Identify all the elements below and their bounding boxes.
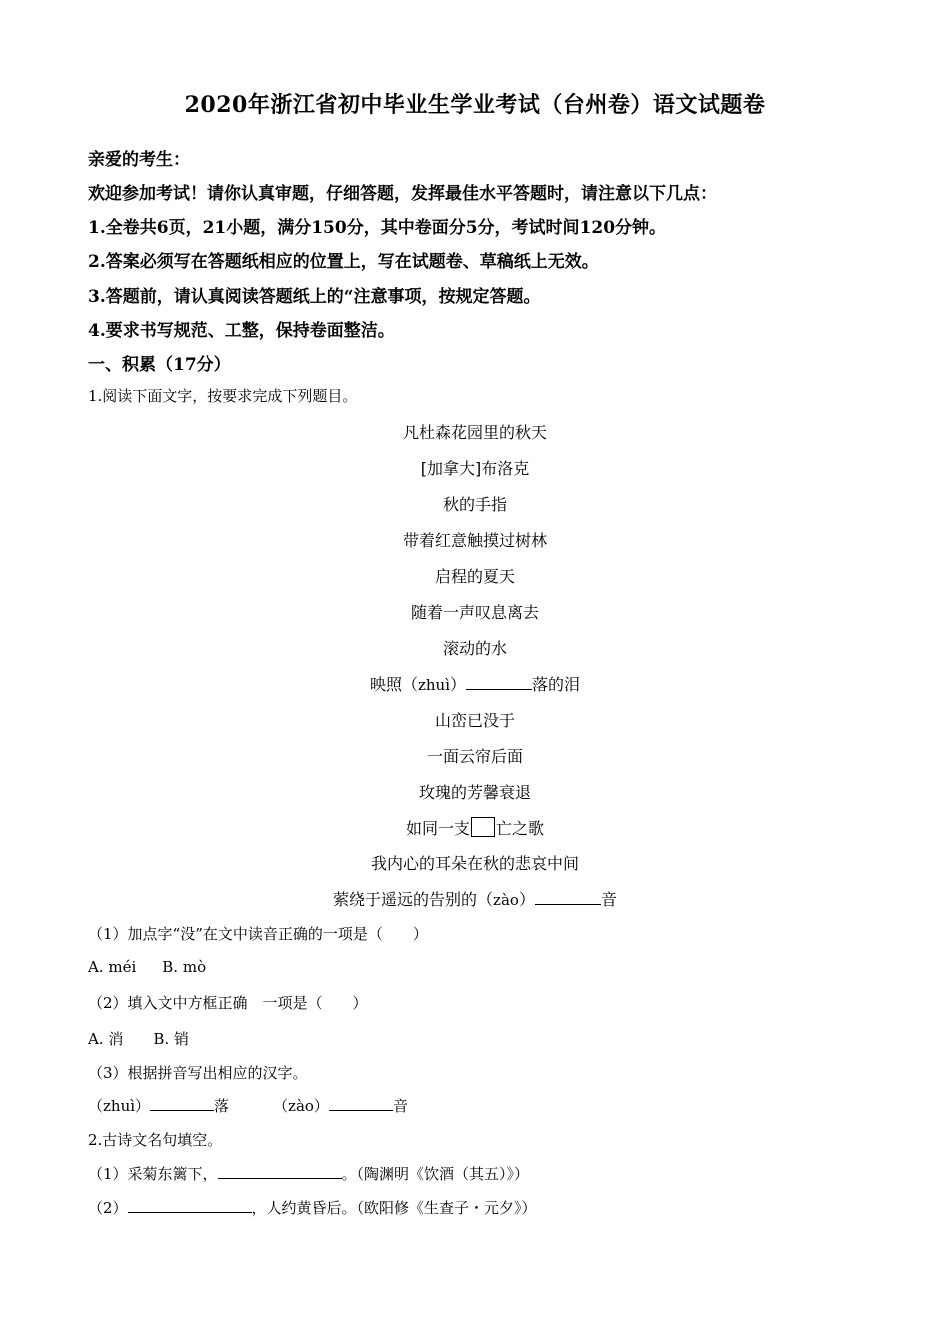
poem-text: 落的泪	[532, 675, 581, 694]
poem-line: 滚动的水	[442, 639, 507, 658]
option-a[interactable]: A. méi	[88, 958, 137, 976]
poem-line: 随着一声叹息离去	[410, 603, 539, 622]
poem-text: 映照（	[369, 675, 418, 694]
option-b[interactable]: B. 销	[153, 1030, 189, 1048]
sub-question-1-options	[88, 958, 206, 976]
note-4: 4.要求书写规范、工整，保持卷面整洁。	[88, 321, 395, 341]
poem-line: 我内心的耳朵在秋的悲哀中间	[370, 854, 579, 873]
poem-line: 一面云帘后面	[426, 747, 523, 766]
sub-question-3: （3）根据拼音写出相应的汉字。	[88, 1064, 308, 1082]
exam-title: 2020年浙江省初中毕业生学业考试（台州卷）语文试题卷	[184, 92, 766, 118]
answer-blank[interactable]	[466, 675, 532, 690]
item-text: ，人约黄昏后。（欧阳修《生查子・元夕》）	[251, 1199, 537, 1217]
section-heading: 一、积累（17分）	[88, 355, 231, 375]
answer-blank[interactable]	[218, 1164, 342, 1179]
item-text: （2）	[88, 1199, 128, 1217]
item-text: （1）采菊东篱下，	[88, 1165, 218, 1183]
question-2-item-2	[88, 1197, 537, 1218]
poem-author: [加拿大]布洛克	[420, 459, 530, 478]
poem-text: 亡之歌	[496, 819, 545, 838]
item-text: 。（陶渊明《饮酒（其五）》）	[341, 1165, 530, 1183]
sub-question-2-options	[88, 1028, 189, 1049]
poem-text: 萦绕于遥远的告别的（	[333, 890, 494, 909]
answer-blank[interactable]	[535, 890, 601, 905]
welcome-text: 欢迎参加考试！请你认真审题，仔细答题，发挥最佳水平答题时，请注意以下几点：	[88, 184, 717, 204]
poem-line-zao	[0, 887, 950, 910]
question-2-stem: 2.古诗文名句填空。	[88, 1131, 223, 1149]
note-3: 3.答题前，请认真阅读答题纸上的“注意事项，按规定答题。	[88, 287, 541, 307]
pinyin-zao: zào	[493, 891, 519, 909]
note-1: 1.全卷共6页，21小题，满分150分，其中卷面分5分，考试时间120分钟。	[88, 218, 667, 238]
poem-text: 如同一支	[405, 819, 470, 838]
answer-blank[interactable]	[329, 1096, 393, 1111]
pinyin-label: （zhuì）	[88, 1097, 151, 1115]
sub-question-3-blanks	[88, 1095, 408, 1116]
sub-question-2: （2）填入文中方框正确 一项是（ ）	[88, 994, 368, 1012]
poem-line-box	[0, 816, 950, 839]
poem-line: 秋的手指	[442, 495, 507, 514]
poem-title: 凡杜森花园里的秋天	[402, 423, 547, 442]
poem-text: ）	[450, 675, 467, 694]
poem-text: ）	[518, 890, 535, 909]
note-2: 2.答案必须写在答题纸相应的位置上，写在试题卷、草稿纸上无效。	[88, 252, 599, 272]
answer-blank[interactable]	[128, 1198, 252, 1213]
pinyin-label: （zào）	[273, 1097, 329, 1115]
option-b[interactable]: B. mò	[162, 958, 207, 976]
option-a[interactable]: A. 消	[88, 1030, 124, 1048]
poem-text: 音	[600, 890, 617, 909]
answer-blank[interactable]	[150, 1096, 214, 1111]
poem-line: 玫瑰的芳馨衰退	[418, 783, 531, 802]
question-1-stem: 1.阅读下面文字，按要求完成下列题目。	[88, 387, 358, 405]
poem-line: 带着红意触摸过树林	[402, 531, 547, 550]
question-2-item-1	[88, 1163, 529, 1184]
poem-line: 山峦已没于	[434, 711, 515, 730]
pinyin-zhui: zhuì	[417, 676, 450, 694]
answer-suffix: 落	[214, 1097, 230, 1115]
fill-in-box[interactable]	[471, 817, 495, 837]
poem-line-zhui	[0, 672, 950, 695]
answer-suffix: 音	[392, 1097, 408, 1115]
greeting: 亲爱的考生：	[88, 150, 190, 170]
sub-question-1: （1）加点字“没”在文中读音正确的一项是（ ）	[88, 925, 428, 943]
poem-line: 启程的夏天	[434, 567, 515, 586]
